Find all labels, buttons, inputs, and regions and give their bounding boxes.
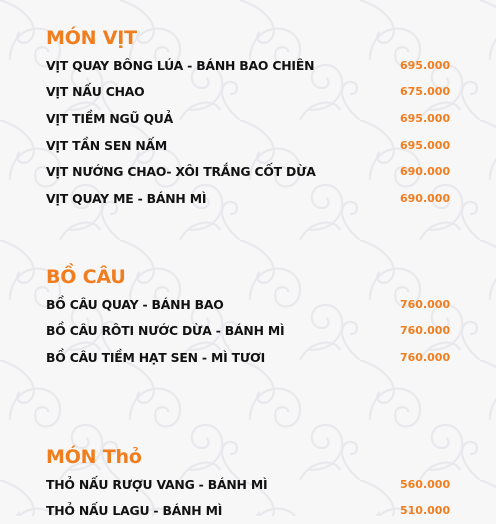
menu-section xyxy=(46,444,451,524)
item-price: 695.000 xyxy=(400,111,451,125)
menu-item xyxy=(46,79,451,106)
section-title: MÓN Thỏ xyxy=(46,446,142,468)
menu-section xyxy=(46,264,451,371)
menu-section xyxy=(46,25,451,212)
menu-item xyxy=(46,105,451,132)
menu-item xyxy=(46,498,451,524)
item-name: BỒ CÂU QUAY - BÁNH BAO xyxy=(46,296,224,312)
item-name: BỒ CÂU RÔTI NƯỚC DỪA - BÁNH MÌ xyxy=(46,323,285,339)
item-price: 695.000 xyxy=(400,138,451,152)
item-name: VỊT NƯỚNG CHAO- XÔI TRẮNG CỐT DỪA xyxy=(46,164,316,180)
item-name: VỊT NẤU CHAO xyxy=(46,84,145,100)
menu-item xyxy=(46,318,451,345)
item-name: VỊT TẦN SEN NẤM xyxy=(46,137,168,153)
menu-item xyxy=(46,344,451,371)
menu-item xyxy=(46,158,451,185)
item-price: 690.000 xyxy=(400,191,451,205)
item-name: VỊT TIỀM NGŨ QUẢ xyxy=(46,110,174,126)
item-name: THỎ NẤU LAGU - BÁNH MÌ xyxy=(46,503,223,519)
item-name: THỎ NẤU RƯỢU VANG - BÁNH MÌ xyxy=(46,476,268,492)
item-name: VỊT QUAY BÔNG LÚA - BÁNH BAO CHIÊN xyxy=(46,57,315,73)
item-price: 760.000 xyxy=(400,350,451,364)
item-price: 760.000 xyxy=(400,297,451,311)
menu-item xyxy=(46,471,451,498)
section-title: MÓN VỊT xyxy=(46,27,137,49)
item-price: 760.000 xyxy=(400,324,451,338)
item-price: 560.000 xyxy=(400,477,451,491)
menu-item xyxy=(46,52,451,79)
menu-item xyxy=(46,132,451,159)
item-price: 695.000 xyxy=(400,58,451,72)
item-name: VỊT QUAY ME - BÁNH MÌ xyxy=(46,190,207,206)
section-title: BỒ CÂU xyxy=(46,266,126,288)
item-price: 675.000 xyxy=(400,85,451,99)
menu-item xyxy=(46,185,451,212)
menu-item xyxy=(46,291,451,318)
item-name: BỒ CÂU TIỀM HẠT SEN - MÌ TƯƠI xyxy=(46,349,266,365)
item-price: 510.000 xyxy=(400,504,451,518)
item-price: 690.000 xyxy=(400,165,451,179)
